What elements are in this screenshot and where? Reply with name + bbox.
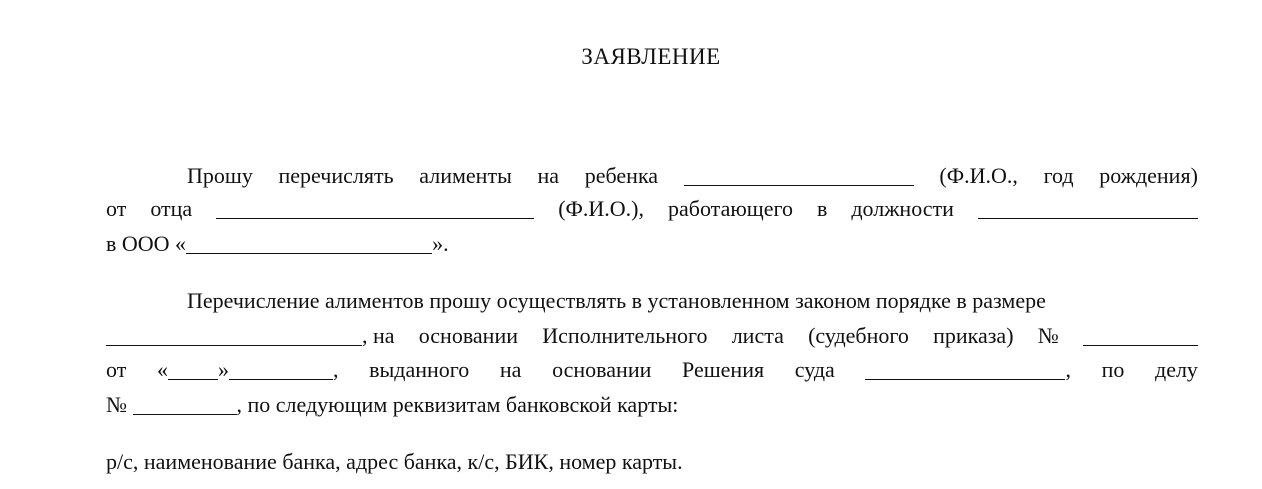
- court-blank[interactable]: [865, 359, 1065, 380]
- word: (судебного: [808, 323, 909, 348]
- word: по: [1101, 357, 1125, 382]
- word: суда: [794, 357, 835, 382]
- quote-close: »: [217, 357, 229, 382]
- position-blank[interactable]: [978, 198, 1198, 219]
- hint-text: (Ф.И.О.),: [558, 196, 645, 221]
- word: алименты: [419, 163, 512, 188]
- child-name-blank[interactable]: [684, 165, 914, 186]
- word: приказа): [933, 323, 1014, 348]
- word: основании: [552, 357, 652, 382]
- word: на: [537, 163, 560, 188]
- father-name-blank[interactable]: [216, 198, 534, 219]
- word: от: [106, 357, 127, 382]
- word: на: [499, 357, 522, 382]
- writ-number-blank[interactable]: [1083, 325, 1198, 346]
- word: , на: [362, 323, 395, 348]
- comma: ,: [332, 357, 339, 382]
- word: листа: [731, 323, 784, 348]
- word: №: [1037, 323, 1059, 348]
- para2-line3: [106, 355, 1198, 385]
- month-year-blank[interactable]: [229, 359, 333, 380]
- day-blank[interactable]: [168, 359, 218, 380]
- word: Исполнительного: [542, 323, 708, 348]
- word: в: [816, 196, 828, 221]
- word: должности: [851, 196, 954, 221]
- company-prefix: в ООО «: [106, 231, 187, 256]
- word: перечислять: [278, 163, 394, 188]
- word: ребенка: [584, 163, 659, 188]
- case-number-blank[interactable]: [133, 394, 237, 415]
- word: рождения): [1099, 163, 1198, 188]
- bank-details-line: [106, 447, 1198, 477]
- amount-blank[interactable]: [106, 325, 362, 346]
- word: основании: [418, 323, 519, 348]
- word: от: [106, 196, 127, 221]
- word: работающего: [668, 196, 793, 221]
- para1-line2: [106, 194, 1198, 224]
- quote-open: «: [156, 357, 168, 382]
- para1-line3: [106, 229, 1198, 259]
- word: Решения: [682, 357, 765, 382]
- word: выданного: [369, 357, 470, 382]
- para2-line2: [106, 321, 1198, 351]
- company-suffix: ».: [432, 231, 449, 256]
- para1-line1: [187, 161, 1198, 191]
- hint-text: (Ф.И.О.,: [939, 163, 1018, 188]
- word: делу: [1155, 357, 1198, 382]
- para2-line4: [106, 390, 1198, 420]
- word: Прошу: [187, 163, 253, 188]
- number-sign: №: [106, 392, 127, 417]
- word: год: [1043, 163, 1074, 188]
- company-name-blank[interactable]: [186, 233, 432, 254]
- bank-details-text: р/с, наименование банка, адрес банка, к/с, БИК, номер карты.: [106, 449, 683, 474]
- para2-line1-text: Перечисление алиментов прошу осуществлять в установленном законом порядке в размере: [187, 288, 1046, 313]
- para2-line4-text: , по следующим реквизитам банковской карты:: [236, 392, 679, 417]
- para2-line1: [187, 286, 1198, 316]
- document-title: ЗАЯВЛЕНИЕ: [581, 44, 721, 69]
- word: отца: [150, 196, 193, 221]
- comma: ,: [1065, 357, 1071, 382]
